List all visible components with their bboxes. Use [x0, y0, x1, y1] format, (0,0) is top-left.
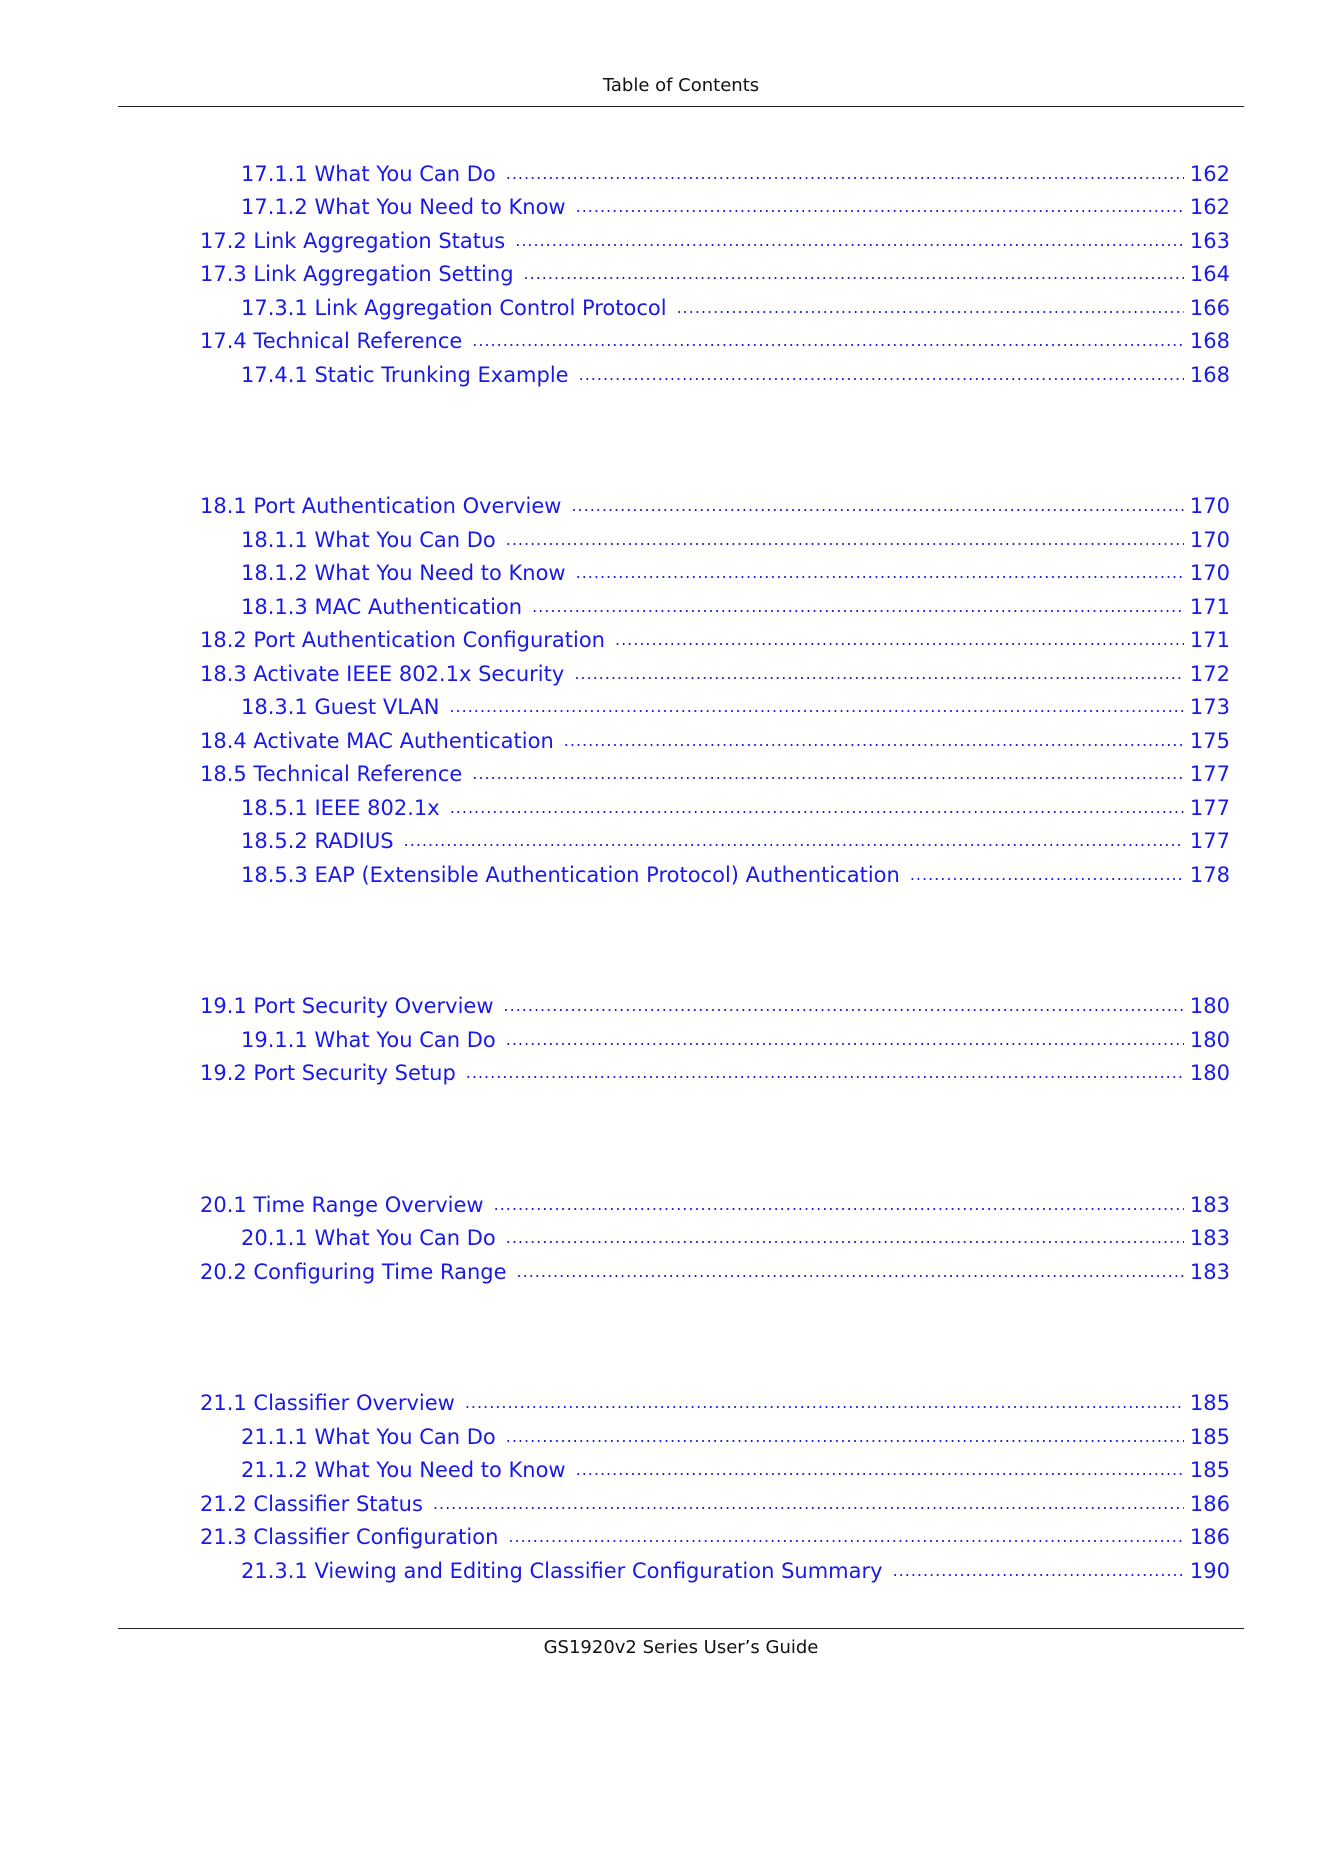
toc-entry[interactable] [200, 853, 1230, 887]
toc-entry-page: 162 [1189, 195, 1230, 219]
toc-entry-page: 162 [1189, 161, 1230, 186]
toc-entry[interactable] [200, 1018, 1230, 1052]
toc-entry-title: 19.1 Port Security Overview [200, 994, 494, 1018]
toc-leader-dots [465, 1395, 1184, 1415]
toc-entry[interactable] [200, 353, 1230, 387]
toc-leader-dots [576, 1462, 1184, 1482]
toc-entry[interactable] [200, 786, 1230, 820]
toc-entry[interactable] [200, 186, 1230, 220]
toc-leader-dots [472, 333, 1184, 353]
toc-entry-page: 180 [1189, 994, 1230, 1018]
toc-entry-title: 18.1.2 What You Need to Know [241, 561, 566, 585]
toc-entry-page: 180 [1189, 1027, 1230, 1052]
toc-entry[interactable] [200, 719, 1230, 753]
toc-entry[interactable] [200, 686, 1230, 720]
toc-leader-dots [433, 1496, 1184, 1516]
toc-entry-page: 171 [1189, 628, 1230, 652]
toc-entry[interactable] [200, 1549, 1230, 1583]
toc-entry-page: 168 [1189, 362, 1230, 387]
toc-entry[interactable] [200, 320, 1230, 354]
toc-entry[interactable] [200, 1449, 1230, 1483]
toc-entry-title: 17.1.1 What You Can Do [241, 161, 496, 186]
toc-leader-dots [910, 867, 1184, 887]
toc-entry-title: 18.3.1 Guest VLAN [241, 695, 440, 719]
toc-entry-title: 21.1 Classifier Overview [200, 1391, 455, 1415]
toc-entry-title: 21.3.1 Viewing and Editing Classifier Configuration Summary [241, 1558, 883, 1583]
toc-leader-dots [893, 1563, 1184, 1583]
page-footer [118, 1628, 1244, 1658]
table-of-contents [200, 152, 1230, 1681]
toc-leader-dots [615, 632, 1184, 652]
toc-entry-title: 18.1 Port Authentication Overview [200, 494, 562, 518]
toc-entry-title: 17.3 Link Aggregation Setting [200, 262, 514, 286]
footer-text: GS1920v2 Series User’s Guide [543, 1637, 819, 1658]
toc-entry-title: 18.5.3 EAP (Extensible Authentication Protocol) Authentication [241, 862, 900, 887]
toc-entry-page: 172 [1189, 661, 1230, 686]
toc-leader-dots [506, 166, 1184, 186]
toc-entry-page: 171 [1189, 594, 1230, 619]
toc-entry-title: 19.2 Port Security Setup [200, 1061, 456, 1085]
toc-entry-page: 185 [1189, 1424, 1230, 1449]
toc-entry[interactable] [200, 552, 1230, 586]
toc-entry[interactable] [200, 1415, 1230, 1449]
toc-group [200, 985, 1230, 1086]
toc-leader-dots [472, 766, 1184, 786]
toc-entry-title: 18.4 Activate MAC Authentication [200, 728, 554, 753]
toc-entry-page: 185 [1189, 1391, 1230, 1415]
toc-entry[interactable] [200, 585, 1230, 619]
toc-entry-title: 18.5.2 RADIUS [241, 829, 394, 853]
toc-leader-dots [466, 1065, 1184, 1085]
toc-entry-title: 17.3.1 Link Aggregation Control Protocol [241, 295, 667, 320]
toc-entry-page: 177 [1189, 829, 1230, 853]
toc-entry[interactable] [200, 1217, 1230, 1251]
toc-entry-title: 18.1.1 What You Can Do [241, 527, 496, 552]
toc-leader-dots [404, 833, 1184, 853]
toc-entry-page: 190 [1189, 1558, 1230, 1583]
toc-entry-page: 177 [1189, 795, 1230, 820]
toc-leader-dots [506, 1032, 1184, 1052]
toc-entry-page: 185 [1189, 1458, 1230, 1482]
toc-entry-title: 18.5.1 IEEE 802.1x [241, 795, 440, 820]
toc-group [200, 1183, 1230, 1284]
toc-entry-title: 21.2 Classifier Status [200, 1491, 423, 1516]
toc-leader-dots [506, 532, 1184, 552]
toc-entry[interactable] [200, 1482, 1230, 1516]
toc-entry-title: 21.3 Classifier Configuration [200, 1525, 499, 1549]
toc-entry-page: 180 [1189, 1061, 1230, 1085]
toc-entry[interactable] [200, 1382, 1230, 1416]
toc-entry-title: 17.1.2 What You Need to Know [241, 195, 566, 219]
toc-entry[interactable] [200, 1516, 1230, 1550]
toc-entry-page: 178 [1189, 862, 1230, 887]
toc-leader-dots [515, 233, 1184, 253]
toc-entry-title: 20.2 Configuring Time Range [200, 1259, 507, 1284]
toc-leader-dots [506, 1230, 1184, 1250]
toc-leader-dots [571, 498, 1183, 518]
toc-entry-title: 17.2 Link Aggregation Status [200, 228, 506, 253]
toc-leader-dots [677, 300, 1184, 320]
toc-entry-page: 183 [1189, 1226, 1230, 1250]
toc-entry-title: 21.1.2 What You Need to Know [241, 1458, 566, 1482]
toc-entry[interactable] [200, 485, 1230, 519]
toc-leader-dots [574, 666, 1184, 686]
toc-entry-page: 186 [1189, 1525, 1230, 1549]
toc-entry[interactable] [200, 1250, 1230, 1284]
toc-entry-title: 18.2 Port Authentication Configuration [200, 628, 605, 652]
toc-leader-dots [494, 1197, 1184, 1217]
toc-leader-dots [450, 800, 1184, 820]
toc-leader-dots [449, 699, 1183, 719]
toc-leader-dots [564, 733, 1184, 753]
toc-group [200, 1382, 1230, 1583]
toc-entry[interactable] [200, 820, 1230, 854]
toc-entry[interactable] [200, 152, 1230, 186]
toc-leader-dots [576, 199, 1184, 219]
toc-group [200, 152, 1230, 387]
toc-entry-page: 164 [1189, 262, 1230, 286]
toc-entry-title: 18.1.3 MAC Authentication [241, 594, 523, 619]
toc-entry-page: 163 [1189, 228, 1230, 253]
toc-entry-page: 170 [1189, 561, 1230, 585]
toc-entry-title: 17.4 Technical Reference [200, 329, 463, 353]
toc-entry[interactable] [200, 652, 1230, 686]
toc-entry[interactable] [200, 1052, 1230, 1086]
toc-leader-dots [532, 599, 1184, 619]
toc-entry[interactable] [200, 619, 1230, 653]
toc-leader-dots [579, 367, 1184, 387]
toc-entry-title: 18.5 Technical Reference [200, 762, 463, 786]
toc-leader-dots [508, 1529, 1184, 1549]
toc-entry-page: 183 [1189, 1259, 1230, 1284]
toc-entry-page: 177 [1189, 762, 1230, 786]
toc-entry-page: 168 [1189, 329, 1230, 353]
page-header [118, 70, 1244, 107]
toc-entry[interactable] [200, 985, 1230, 1019]
toc-leader-dots [524, 266, 1184, 286]
toc-entry-page: 170 [1189, 494, 1230, 518]
toc-leader-dots [576, 565, 1184, 585]
toc-leader-dots [506, 1429, 1184, 1449]
toc-entry-title: 19.1.1 What You Can Do [241, 1027, 496, 1052]
toc-entry-page: 183 [1189, 1192, 1230, 1217]
toc-entry[interactable] [200, 219, 1230, 253]
toc-entry[interactable] [200, 286, 1230, 320]
toc-entry-page: 186 [1189, 1491, 1230, 1516]
toc-leader-dots [504, 998, 1184, 1018]
toc-entry-title: 20.1.1 What You Can Do [241, 1226, 496, 1250]
toc-entry[interactable] [200, 518, 1230, 552]
toc-entry-page: 166 [1189, 295, 1230, 320]
toc-entry-page: 175 [1189, 728, 1230, 753]
header-title: Table of Contents [602, 75, 760, 96]
toc-entry[interactable] [200, 1183, 1230, 1217]
toc-entry-title: 17.4.1 Static Trunking Example [241, 362, 569, 387]
toc-entry-title: 20.1 Time Range Overview [200, 1192, 484, 1217]
toc-entry-title: 21.1.1 What You Can Do [241, 1424, 496, 1449]
toc-entry-title: 18.3 Activate IEEE 802.1x Security [200, 661, 565, 686]
toc-leader-dots [517, 1264, 1184, 1284]
toc-entry-page: 170 [1189, 527, 1230, 552]
toc-group [200, 485, 1230, 887]
toc-entry-page: 173 [1189, 695, 1230, 719]
toc-entry[interactable] [200, 753, 1230, 787]
toc-entry[interactable] [200, 253, 1230, 287]
